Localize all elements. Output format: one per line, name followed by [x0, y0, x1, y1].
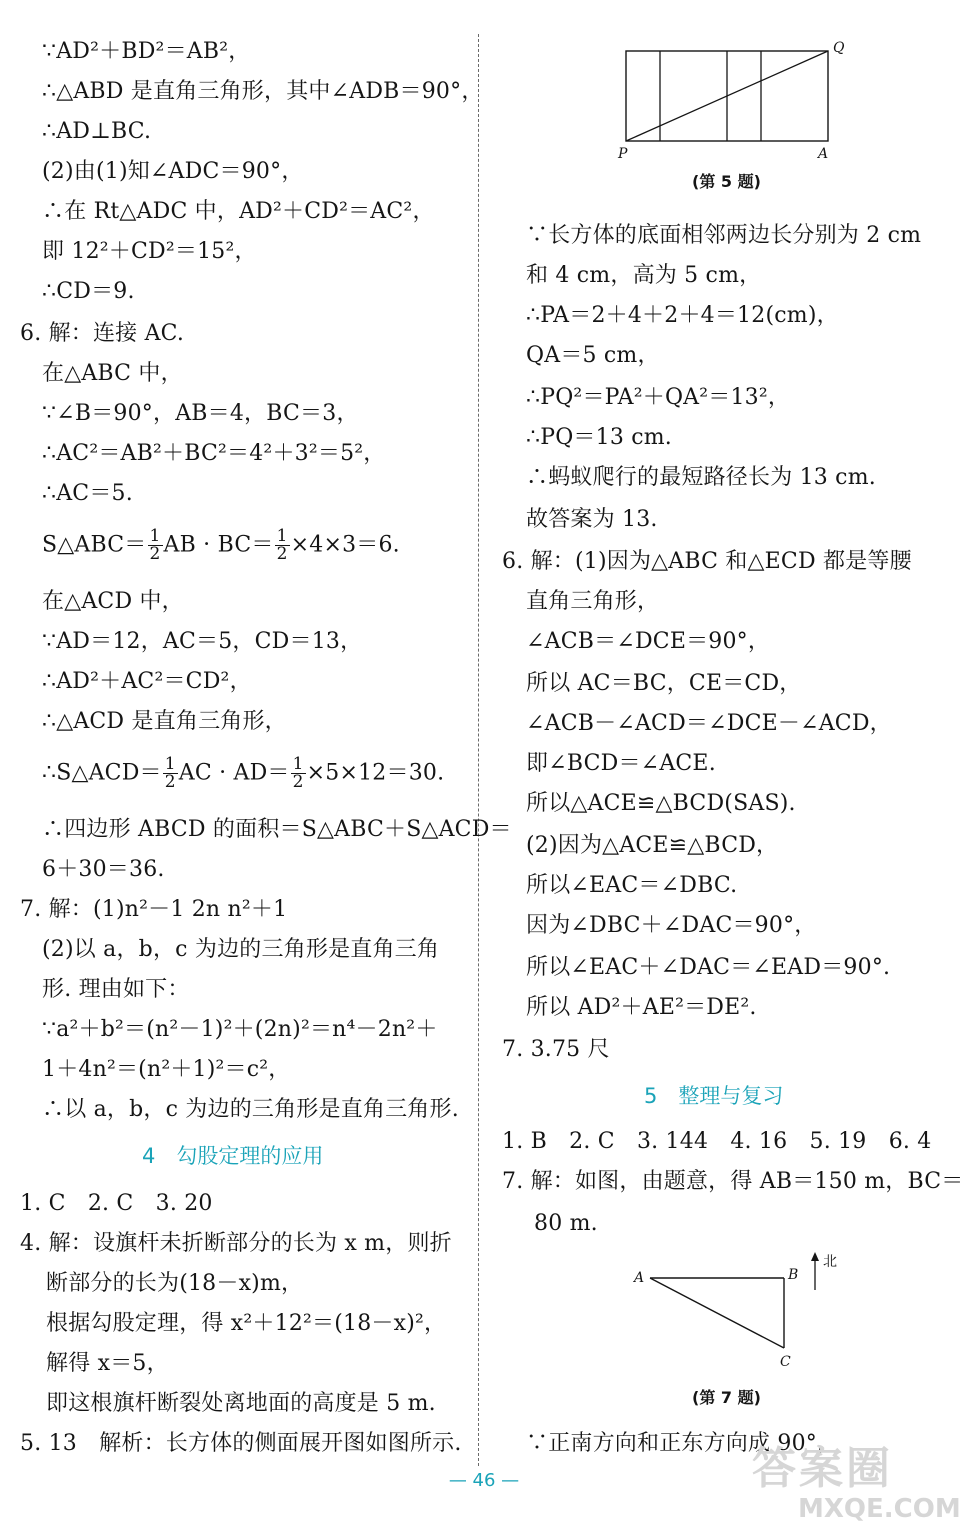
text-line: 因为∠DBC＋∠DAC＝90°， [526, 913, 817, 938]
text-line: ∴在 Rt△ADC 中，AD²＋CD²＝AC²， [42, 199, 435, 224]
text-line: 在△ABC 中， [42, 361, 183, 386]
text-line: ∴AC²＝AB²＋BC²＝4²＋3²＝5²， [42, 441, 386, 466]
text-line: (2)由(1)知∠ADC＝90°， [42, 159, 304, 184]
figure-7-triangle-diagram [486, 1248, 968, 1378]
text-line: ∵AD²＋BD²＝AB²， [42, 39, 251, 64]
text-line: 根据勾股定理，得 x²＋12²＝(18－x)²， [46, 1311, 447, 1336]
watermark-logo [752, 1444, 966, 1536]
question-7-answer: 7. 3.75 尺 [502, 1037, 610, 1062]
text-line: ∴△ACD 是直角三角形， [42, 709, 287, 734]
text-line: 所以∠EAC＋∠DAC＝∠EAD＝90°. [526, 955, 891, 980]
fraction-numerator: 1 [149, 526, 161, 546]
text-line: ∴以 a，b，c 为边的三角形是直角三角形. [42, 1097, 459, 1122]
watermark-url: MXQE.COM [798, 1494, 961, 1524]
text-line: ∵a²＋b²＝(n²－1)²＋(2n)²＝n⁴－2n²＋ [42, 1017, 438, 1042]
question-6-start: 6. 解：连接 AC. [20, 321, 185, 346]
text-line: ∠ACB－∠ACD＝∠DCE－∠ACD， [526, 711, 892, 736]
text-line: 所以∠EAC＝∠DBC. [526, 873, 738, 898]
text-line: ∵AD＝12，AC＝5，CD＝13， [42, 629, 363, 654]
text-line: ∴AD²＋AC²＝CD²， [42, 669, 252, 694]
text-line: ∵长方体的底面相邻两边长分别为 2 cm [526, 223, 922, 248]
fraction-numerator: 1 [292, 754, 304, 774]
answer-line: 1. C 2. C 3. 20 [20, 1191, 213, 1216]
text-line: 即∠BCD＝∠ACE. [526, 751, 716, 776]
formula-tail: ×4×3＝6. [290, 532, 400, 558]
text-line: (2)以 a，b，c 为边的三角形是直角三角 [42, 937, 440, 962]
text-line: QA＝5 cm， [526, 343, 660, 368]
text-line: ∴AD⊥BC. [42, 119, 152, 144]
text-line: ∴PA＝2＋4＋2＋4＝12(cm)， [526, 303, 839, 328]
text-line: 6＋30＝36. [42, 857, 165, 882]
area-abc-formula [42, 528, 400, 563]
label-b: B [788, 1267, 799, 1283]
question-7-start: 7. 解：如图，由题意，得 AB＝150 m，BC＝ [502, 1169, 964, 1194]
question-6-start: 6. 解：(1)因为△ABC 和△ECD 都是等腰 [502, 549, 912, 574]
segment-ac [650, 1278, 784, 1348]
fraction-denominator: 2 [276, 544, 288, 564]
text-line: ∴PQ²＝PA²＋QA²＝13²， [526, 385, 791, 410]
text-line: 形. 理由如下： [42, 977, 190, 1002]
question-4-start: 4. 解：设旗杆未折断部分的长为 x m，则折 [20, 1231, 452, 1256]
formula-lhs: S△ABC＝ [42, 532, 147, 558]
area-acd-formula [42, 756, 444, 791]
text-line: ∵正南方向和正东方向成 90°， [526, 1431, 840, 1456]
label-a: A [634, 1270, 645, 1286]
fraction-denominator: 2 [292, 772, 304, 792]
fraction-half [275, 528, 290, 563]
label-c: C [780, 1354, 791, 1370]
fraction-half [291, 756, 306, 791]
text-line: ∠ACB＝∠DCE＝90°， [526, 629, 771, 654]
watermark-brand: 答案圈 [752, 1443, 893, 1494]
formula-mid: AC · AD＝ [178, 760, 290, 786]
north-arrow-icon [811, 1252, 819, 1261]
column-divider [478, 34, 479, 1466]
label-q: Q [833, 40, 845, 56]
text-line: 即 12²＋CD²＝15²， [42, 239, 257, 264]
answer-line: 1. B 2. C 3. 144 4. 16 5. 19 6. 4 [502, 1129, 932, 1154]
formula-tail: ×5×12＝30. [306, 760, 445, 786]
fraction-numerator: 1 [276, 526, 288, 546]
text-line: 所以 AC＝BC，CE＝CD， [526, 671, 802, 696]
text-line: 故答案为 13. [526, 507, 658, 532]
text-line: ∴AC＝5. [42, 481, 133, 506]
label-a: A [818, 146, 829, 162]
text-line: ∴△ABD 是直角三角形，其中∠ADB＝90°， [42, 79, 484, 104]
fraction-denominator: 2 [164, 772, 176, 792]
text-line: ∴PQ＝13 cm. [526, 425, 672, 450]
text-line: 和 4 cm，高为 5 cm， [526, 263, 762, 288]
text-line: 在△ACD 中， [42, 589, 184, 614]
page-number: — 46 — [448, 1470, 520, 1491]
label-p: P [618, 146, 628, 162]
fraction-half [148, 528, 163, 563]
question-7-start: 7. 解：(1)n²－1 2n n²＋1 [20, 897, 288, 922]
section-title-5: 5 整理与复习 [644, 1084, 784, 1108]
text-line: 即这根旗杆断裂处离地面的高度是 5 m. [46, 1391, 436, 1416]
text-line: ∴四边形 ABCD 的面积＝S△ABC＋S△ACD＝ [42, 817, 512, 842]
section-title-4: 4 勾股定理的应用 [142, 1144, 324, 1168]
fraction-denominator: 2 [149, 544, 161, 564]
text-line: ∵∠B＝90°，AB＝4，BC＝3， [42, 401, 359, 426]
text-line: 所以△ACE≌△BCD(SAS). [526, 791, 796, 816]
text-line: 断部分的长为(18－x)m， [46, 1271, 304, 1296]
formula-mid: AB · BC＝ [163, 532, 274, 558]
text-line: 80 m. [534, 1211, 598, 1236]
text-line: (2)因为△ACE≌△BCD， [526, 833, 779, 858]
text-line: 所以 AD²＋AE²＝DE². [526, 995, 757, 1020]
formula-lhs: ∴S△ACD＝ [42, 760, 162, 786]
text-line: ∴CD＝9. [42, 279, 135, 304]
question-5-start: 5. 13 解析：长方体的侧面展开图如图所示. [20, 1431, 462, 1456]
text-line: ∴蚂蚁爬行的最短路径长为 13 cm. [526, 465, 876, 490]
fraction-half [163, 756, 178, 791]
text-line: 1＋4n²＝(n²＋1)²＝c²， [42, 1057, 291, 1082]
figure-5-caption: (第 5 题) [692, 172, 761, 191]
label-north: 北 [823, 1254, 837, 1270]
figure-7-caption: (第 7 题) [692, 1388, 761, 1407]
text-line: 解得 x＝5， [46, 1351, 169, 1376]
text-line: 直角三角形， [526, 589, 660, 614]
fraction-numerator: 1 [164, 754, 176, 774]
